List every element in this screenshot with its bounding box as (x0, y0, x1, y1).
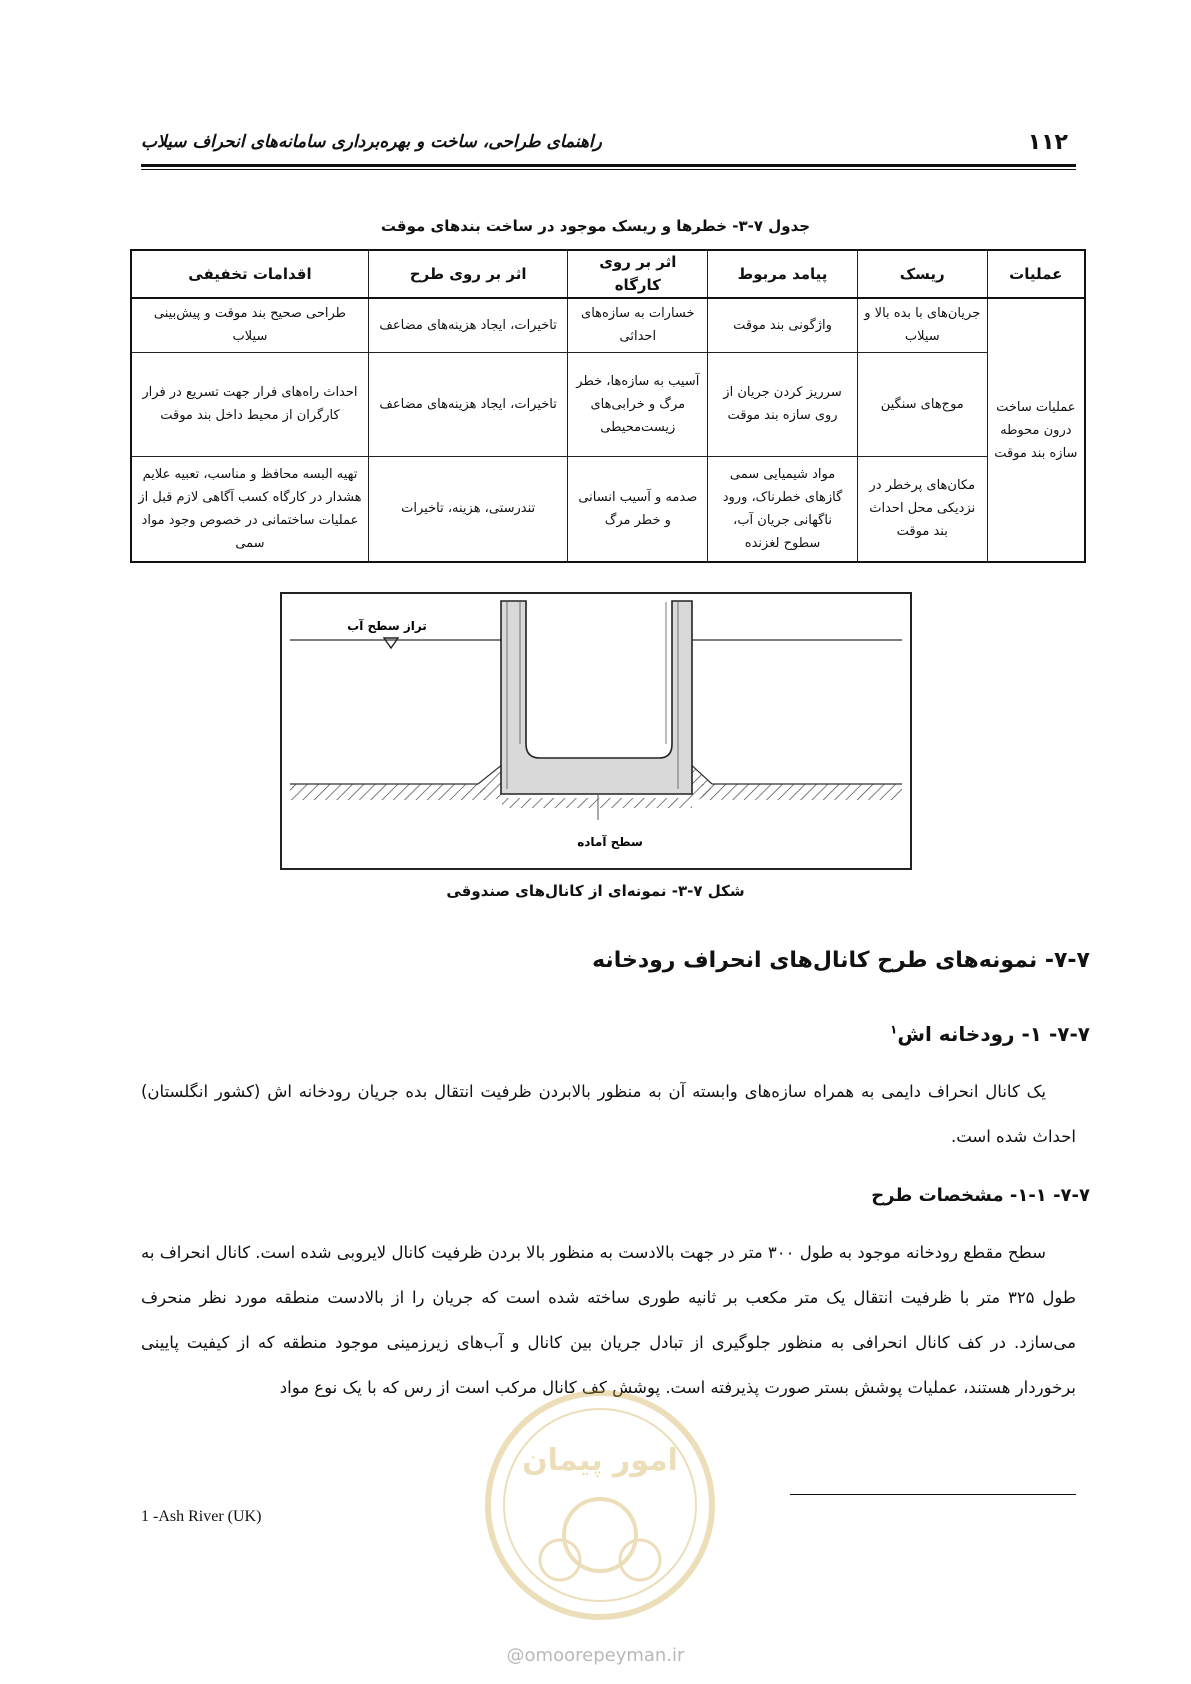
paragraph-design: سطح مقطع رودخانه موجود به طول ۳۰۰ متر در جهت بالادست به منظور بالا بردن ظرفیت کانال لایروبی شده است. کانال انحراف به طول ۳۲۵ متر با ظرفیت انتقال یک متر مکعب بر ثانیه طوری ساخته شده است که جریان را از بالادست منطقه مورد نظر منحرف می‌سازد. در کف کانال انحرافی به منظور جلوگیری از تبادل جریان بین کانال و آب‌های زیرزمینی موجود منطقه که از کیفیت پایینی برخوردار هستند، عملیات پوشش بستر صورت پذیرفته است. پوشش کف کانال مرکب است از رس که با یک نوع مواد (141, 1243, 1077, 1397)
header-design-effect: اثر بر روی طرح (368, 250, 567, 298)
box-channel-diagram (282, 594, 910, 868)
page-number: ۱۱۲ (1027, 130, 1068, 155)
subsubsection-heading: ۷-۷- ۱-۱- مشخصات طرح (871, 1185, 1090, 1206)
cell-risk: مکان‌های پرخطر در نزدیکی محل احداث بند موقت (857, 456, 987, 562)
paragraph-intro: یک کانال انحراف دایمی به همراه سازه‌های وابسته آن به منظور بالابردن ظرفیت انتقال بده جریان رودخانه اش (کشور انگلستان) احداث شده است. (141, 1082, 1076, 1146)
header-rule-thin (141, 169, 1076, 170)
cell-site-effect: خسارات به سازه‌های احداثی (568, 298, 708, 352)
cell-risk: جریان‌های با بده بالا و سیلاب (857, 298, 987, 352)
footnote: 1 -Ash River (UK) (141, 1508, 262, 1525)
table-caption: جدول ۷-۳- خطرها و ریسک موجود در ساخت بندهای موقت (380, 217, 811, 235)
cell-design-effect: تندرستی، هزینه، تاخیرات (368, 456, 567, 562)
cell-mitigation: تهیه البسه محافظ و مناسب، تعبیه علایم هشدار در کارگاه کسب آگاهی لازم قبل از عملیات ساختمانی در خصوص وجود مواد سمی (131, 456, 368, 562)
table-row (131, 456, 1085, 562)
subsection-heading: ۷-۷- ۱- رودخانه اش$^۱$ (890, 1022, 1090, 1046)
header-consequence: پیامد مربوط (708, 250, 858, 298)
header-site-effect: اثر بر روی کارگاه (568, 250, 708, 298)
cell-site-effect: آسیب به سازه‌ها، خطر مرگ و خرابی‌های زیست‌محیطی (568, 352, 708, 456)
footnote-rule (790, 1494, 1076, 1495)
cell-consequence: مواد شیمیایی سمی گازهای خطرناک، ورود ناگهانی جریان آب، سطوح لغزنده (708, 456, 858, 562)
table-row (131, 352, 1085, 456)
box-channel-section (501, 601, 692, 794)
page-header (141, 124, 1076, 164)
table-row (131, 298, 1085, 352)
header-mitigation: اقدامات تخفیفی (131, 250, 368, 298)
footnote-ref: ۱ (890, 1022, 898, 1037)
watermark-url: @omoorepeyman.ir (506, 1645, 685, 1666)
cell-risk: موج‌های سنگین (857, 352, 987, 456)
table-header-row (131, 250, 1085, 298)
ground-label: سطح آماده (577, 835, 643, 849)
watermark-seal-text: امور پیمان (522, 1443, 678, 1478)
risk-table (130, 249, 1086, 563)
cell-design-effect: تاخیرات، ایجاد هزینه‌های مضاعف (368, 352, 567, 456)
cell-mitigation: طراحی صحیح بند موقت و پیش‌بینی سیلاب (131, 298, 368, 352)
figure-caption: شکل ۷-۳- نمونه‌ای از کانال‌های صندوقی (446, 882, 745, 900)
ground-hatch-right (702, 784, 902, 800)
section-heading: ۷-۷- نمونه‌های طرح کانال‌های انحراف رودخانه (592, 948, 1090, 973)
cell-mitigation: احداث راه‌های فرار جهت تسریع در فرار کارگران از محیط داخل بند موقت (131, 352, 368, 456)
cell-consequence: سرریز کردن جریان از روی سازه بند موقت (708, 352, 858, 456)
ground-hatch-bottom (502, 798, 692, 808)
box-channel-figure (280, 592, 912, 870)
header-risk: ریسک (857, 250, 987, 298)
header-operation: عملیات (987, 250, 1085, 298)
running-title: راهنمای طراحی، ساخت و بهره‌برداری سامانه‌های انحراف سیلاب (141, 132, 602, 152)
header-rule (141, 164, 1076, 167)
cell-design-effect: تاخیرات، ایجاد هزینه‌های مضاعف (368, 298, 567, 352)
cell-consequence: واژگونی بند موقت (708, 298, 858, 352)
cell-operation: عملیات ساخت درون محوطه سازه بند موقت (987, 298, 1085, 562)
water-level-label: تراز سطح آب (347, 619, 427, 633)
watermark-seal (480, 1385, 720, 1625)
cell-site-effect: صدمه و آسیب انسانی و خطر مرگ (568, 456, 708, 562)
ground-hatch-left (290, 784, 485, 800)
